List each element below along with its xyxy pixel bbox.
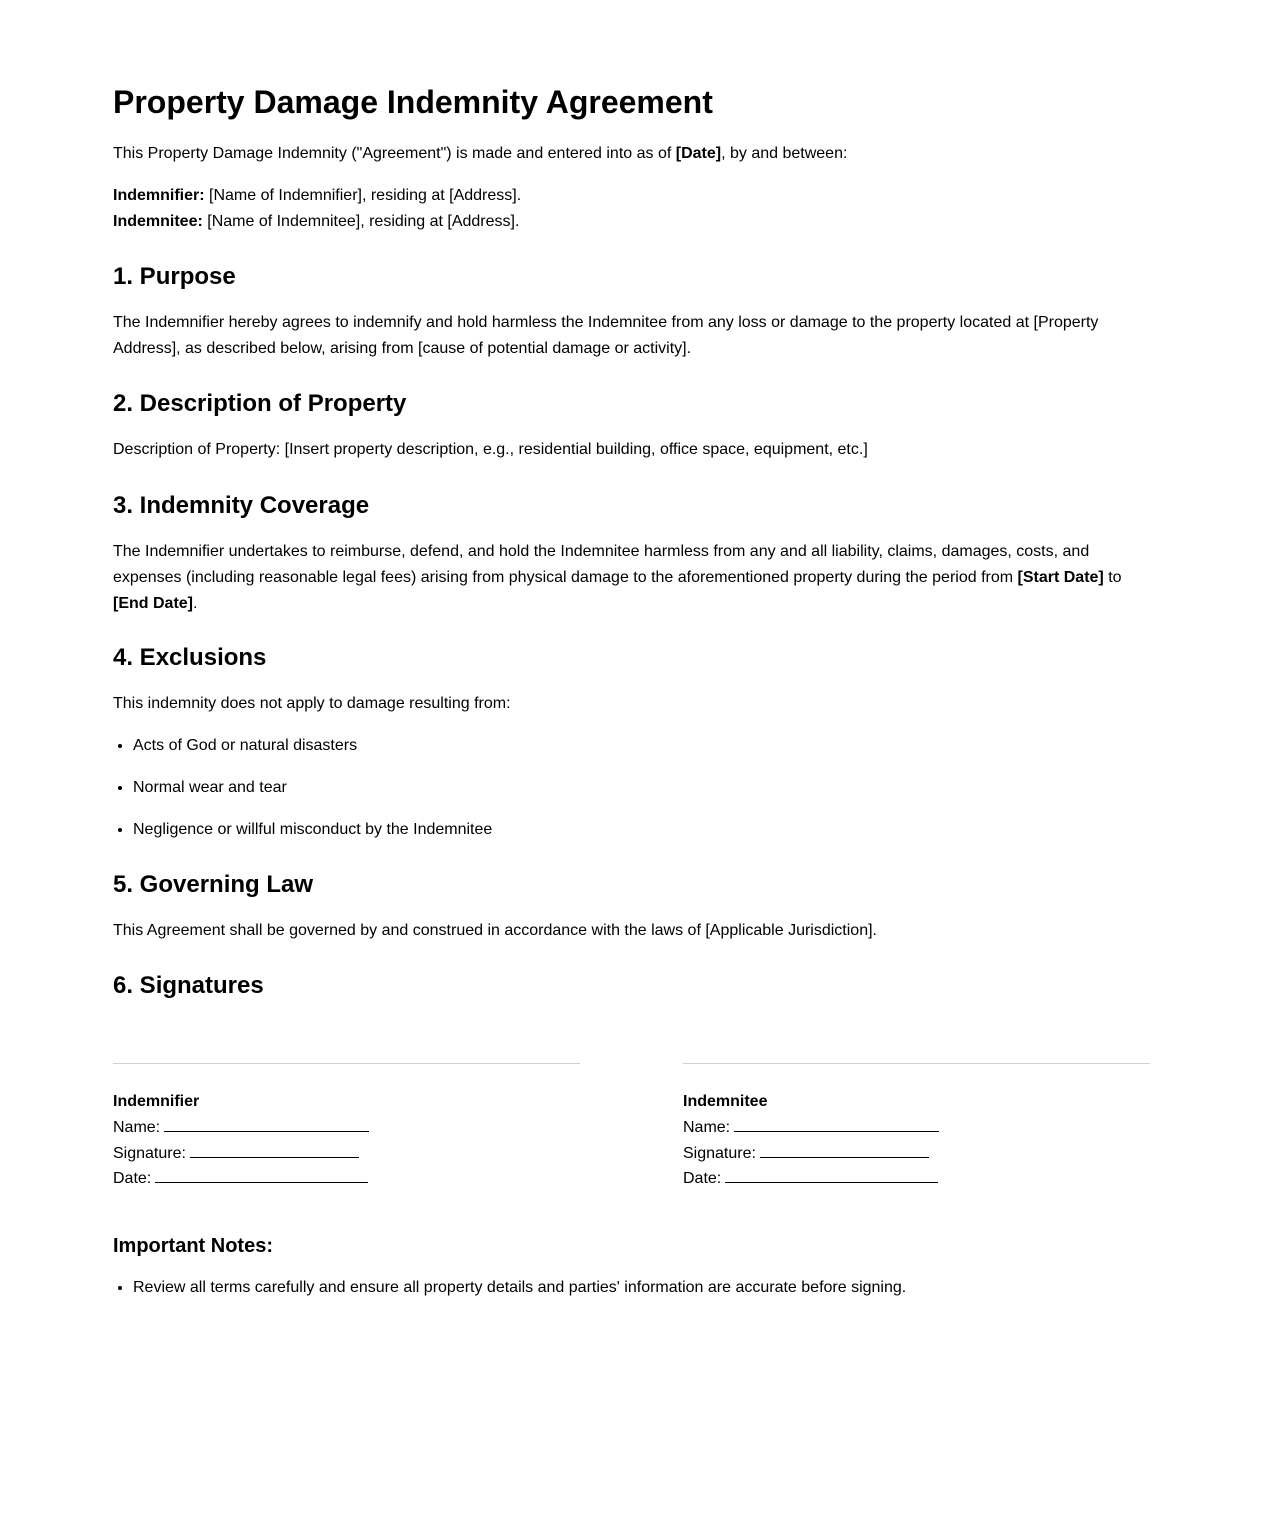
section-heading-purpose: 1. Purpose	[113, 263, 236, 290]
indemnitee-party-text: [Name of Indemnitee], residing at [Address].	[202, 213, 520, 230]
indemnifier-party-line	[113, 183, 1150, 209]
signature-line	[683, 1141, 1150, 1167]
date-blank-field[interactable]	[155, 1168, 368, 1183]
indemnifier-party-text: [Name of Indemnifier], residing at [Address].	[204, 187, 522, 204]
indemnifier-party-label: Indemnifier:	[113, 187, 205, 204]
signature-block-title: Indemnifier	[113, 1093, 200, 1110]
signature-line	[113, 1141, 580, 1167]
coverage-text-after: .	[193, 595, 198, 612]
section-heading-signatures: 6. Signatures	[113, 972, 264, 999]
exclusions-intro: This indemnity does not apply to damage resulting from:	[113, 695, 511, 712]
document-title: Property Damage Indemnity Agreement	[113, 84, 713, 120]
exclusions-list	[113, 733, 1150, 843]
exclusion-item: • Normal wear and tear	[133, 775, 1150, 801]
section-body-description: Description of Property: [Insert property description, e.g., residential building, office space, equipment, etc.]	[113, 441, 868, 458]
exclusion-item: • Negligence or willful misconduct by the Indemnitee	[133, 817, 1150, 843]
notes-heading: Important Notes:	[113, 1235, 273, 1257]
parties-block	[113, 183, 1150, 235]
section-heading-coverage: 3. Indemnity Coverage	[113, 492, 370, 519]
name-label: Name:	[683, 1119, 731, 1136]
notes-list	[113, 1275, 1150, 1301]
name-line	[683, 1115, 1150, 1141]
signature-divider	[113, 1063, 580, 1064]
intro-text-before: This Property Damage Indemnity ("Agreement") is made and entered into as of	[113, 145, 676, 162]
coverage-text-middle: to	[1103, 569, 1122, 586]
date-line	[113, 1166, 580, 1192]
section-heading-governing-law: 5. Governing Law	[113, 871, 314, 898]
coverage-text-before: The Indemnifier undertakes to reimburse, defend, and hold the Indemnitee harmless from any and all liability, claims, damages, costs, and expenses (including reasonable legal fees) arising from physical damage to the aforementioned property during the period from	[113, 543, 1090, 586]
name-label: Name:	[113, 1119, 161, 1136]
name-line	[113, 1115, 580, 1141]
section-body-coverage	[113, 539, 1151, 617]
date-label: Date:	[113, 1170, 152, 1187]
coverage-end-date: [End Date]	[113, 595, 193, 612]
intro-paragraph	[113, 141, 1150, 167]
date-label: Date:	[683, 1170, 722, 1187]
section-body-governing-law: This Agreement shall be governed by and construed in accordance with the laws of [Applicable Jurisdiction].	[113, 922, 877, 939]
name-blank-field[interactable]	[734, 1117, 939, 1132]
section-heading-exclusions: 4. Exclusions	[113, 644, 267, 671]
section-heading-description: 2. Description of Property	[113, 390, 407, 417]
coverage-start-date: [Start Date]	[1017, 569, 1104, 586]
name-blank-field[interactable]	[164, 1117, 369, 1132]
signature-blank-field[interactable]	[760, 1143, 929, 1158]
signature-label: Signature:	[683, 1144, 756, 1162]
signature-block-indemnifier	[113, 1063, 580, 1192]
note-item: • Review all terms carefully and ensure all property details and parties' information are accurate before signing.	[133, 1275, 1150, 1301]
date-line	[683, 1166, 1150, 1192]
signature-block-title: Indemnitee	[683, 1093, 768, 1110]
intro-text-after: , by and between:	[721, 145, 848, 162]
section-body-purpose: The Indemnifier hereby agrees to indemnify and hold harmless the Indemnitee from any loss or damage to the property located at [Property Address], as described below, arising from [cause of potential damage or activity].	[113, 314, 1099, 357]
signature-label: Signature:	[113, 1144, 186, 1162]
date-blank-field[interactable]	[725, 1168, 938, 1183]
intro-date-placeholder: [Date]	[675, 145, 722, 162]
signature-block-indemnitee	[683, 1063, 1150, 1192]
exclusion-item: • Acts of God or natural disasters	[133, 733, 1150, 759]
signature-divider	[683, 1063, 1150, 1064]
indemnitee-party-line	[113, 209, 1150, 235]
indemnitee-party-label: Indemnitee:	[113, 213, 203, 230]
signature-blank-field[interactable]	[190, 1143, 359, 1158]
